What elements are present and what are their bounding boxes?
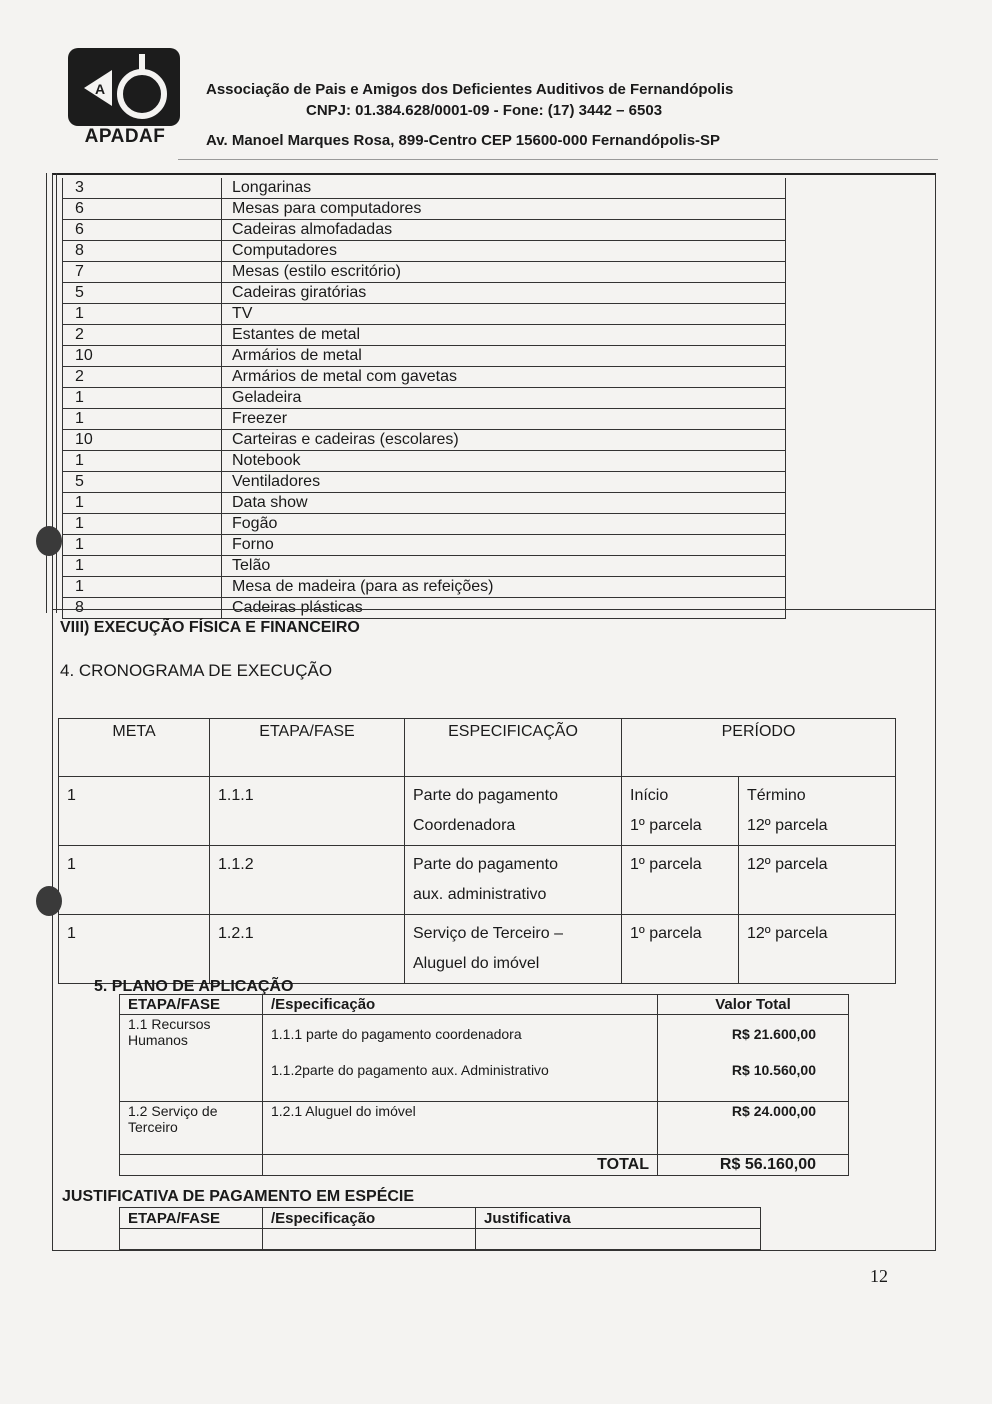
list-item [63,178,786,199]
item-quantity: 1 [63,493,222,514]
item-quantity: 7 [63,262,222,283]
item-quantity: 10 [63,346,222,367]
etapa-cell: 1.2 Serviço de Terceiro [120,1102,263,1155]
termino-label: Término [747,787,806,804]
item-quantity: 1 [63,451,222,472]
inicio-value: 1º parcela [630,817,702,834]
item-description: Cadeiras plásticas [222,598,786,619]
cronograma-title: 4. CRONOGRAMA DE EXECUÇÃO [60,661,333,680]
item-description: Computadores [222,241,786,262]
col-justificativa: Justificativa [476,1208,761,1229]
item-description: Cadeiras giratórias [222,283,786,304]
item-description: Carteiras e cadeiras (escolares) [222,430,786,451]
ear-emblem-icon [68,48,180,126]
list-item [63,493,786,514]
cronograma-table [58,718,896,984]
item-description: Forno [222,535,786,556]
item-quantity: 1 [63,514,222,535]
etapa-cell: 1.1.1 [210,777,405,846]
section-viii-title: VIII) EXECUÇÃO FÍSICA E FINANCEIRO [60,619,360,636]
inicio-cell: 1º parcela [622,915,739,984]
total-label: TOTAL [263,1155,658,1176]
item-description: Data show [222,493,786,514]
item-description: Ventiladores [222,472,786,493]
item-quantity: 8 [63,241,222,262]
empty-cell [476,1229,761,1250]
list-item [63,388,786,409]
col-meta: META [59,719,210,777]
espec-cell [405,846,622,915]
list-item [63,220,786,241]
list-item [63,451,786,472]
items-table [62,178,786,619]
item-description: Armários de metal [222,346,786,367]
item-description: Mesas para computadores [222,199,786,220]
meta-cell: 1 [59,846,210,915]
list-item [63,598,786,619]
total-row [120,1155,849,1176]
item-description: Mesa de madeira (para as refeições) [222,577,786,598]
table-row [120,1102,849,1155]
col-etapa: ETAPA/FASE [120,995,263,1015]
total-value: R$ 56.160,00 [658,1155,849,1176]
item-quantity: 2 [63,325,222,346]
item-quantity: 5 [63,472,222,493]
item-quantity: 8 [63,598,222,619]
item-quantity: 6 [63,220,222,241]
termino-cell: 12º parcela [739,915,896,984]
termino-cell [739,777,896,846]
espec-line: Serviço de Terceiro – [413,925,563,942]
espec-line: 1.1.1 parte do pagamento coordenadora [271,1026,522,1042]
item-description: Estantes de metal [222,325,786,346]
espec-line: Coordenadora [413,817,516,834]
item-description: Armários de metal com gavetas [222,367,786,388]
empty-cell [120,1229,263,1250]
col-etapa: ETAPA/FASE [120,1208,263,1229]
item-description: Fogão [222,514,786,535]
etapa-cell: 1.1 Recursos Humanos [120,1015,263,1102]
inicio-cell [622,777,739,846]
svg-text:A: A [95,81,106,97]
list-item [63,472,786,493]
list-item [63,283,786,304]
espec-cell: 1.2.1 Aluguel do imóvel [263,1102,658,1155]
valor-cell: R$ 24.000,00 [658,1102,849,1155]
punch-hole [36,886,62,916]
table-row [59,846,896,915]
inicio-label: Início [630,787,669,804]
item-description: Cadeiras almofadadas [222,220,786,241]
list-item [63,199,786,220]
espec-cell [263,1015,658,1102]
logo-text: APADAF [84,126,166,147]
punch-hole [36,526,62,556]
table-row [120,1015,849,1102]
cnpj-phone: CNPJ: 01.384.628/0001-09 - Fone: (17) 3442 – 6503 [306,102,663,119]
list-item [63,514,786,535]
col-valor-total: Valor Total [658,995,849,1015]
plano-table [119,994,849,1176]
item-quantity: 10 [63,430,222,451]
list-item [63,262,786,283]
item-quantity: 1 [63,535,222,556]
meta-cell: 1 [59,777,210,846]
espec-cell [405,915,622,984]
item-quantity: 1 [63,556,222,577]
address: Av. Manoel Marques Rosa, 899-Centro CEP 15600-000 Fernandópolis-SP [206,132,721,149]
justificativa-title: JUSTIFICATIVA DE PAGAMENTO EM ESPÉCIE [62,1188,415,1205]
item-quantity: 5 [63,283,222,304]
valor-line: R$ 10.560,00 [731,1062,816,1078]
apadaf-logo [68,48,182,148]
list-item [63,430,786,451]
org-name: Associação de Pais e Amigos dos Deficientes Auditivos de Fernandópolis [206,81,734,98]
list-item [63,304,786,325]
logo-emblem [68,48,180,126]
item-description: Longarinas [222,178,786,199]
item-quantity: 1 [63,409,222,430]
plano-title: 5. PLANO DE APLICAÇÃO [94,978,294,995]
meta-cell: 1 [59,915,210,984]
table-row [59,777,896,846]
espec-line: Parte do pagamento [413,787,558,804]
item-description: Notebook [222,451,786,472]
espec-line: 1.1.2parte do pagamento aux. Administrativo [271,1062,549,1078]
item-description: Telão [222,556,786,577]
valor-cell [658,1015,849,1102]
list-item [63,409,786,430]
item-description: Geladeira [222,388,786,409]
etapa-cell: 1.1.2 [210,846,405,915]
termino-value: 12º parcela [747,817,828,834]
item-quantity: 6 [63,199,222,220]
espec-line: Parte do pagamento [413,856,558,873]
item-quantity: 1 [63,388,222,409]
col-periodo: PERÍODO [622,719,896,777]
items-bottom-rule [52,609,936,610]
list-item [63,556,786,577]
termino-cell: 12º parcela [739,846,896,915]
item-quantity: 3 [63,178,222,199]
etapa-cell: 1.2.1 [210,915,405,984]
list-item [63,535,786,556]
espec-line: Aluguel do imóvel [413,955,540,972]
item-description: Freezer [222,409,786,430]
list-item [63,346,786,367]
item-description: Mesas (estilo escritório) [222,262,786,283]
item-quantity: 2 [63,367,222,388]
col-especificacao: /Especificação [263,995,658,1015]
item-quantity: 1 [63,577,222,598]
col-especificacao: ESPECIFICAÇÃO [405,719,622,777]
justificativa-table [119,1207,761,1250]
table-row [120,1229,761,1250]
empty-cell [263,1229,476,1250]
page-number: 12 [870,1266,888,1286]
list-item [63,367,786,388]
col-etapa: ETAPA/FASE [210,719,405,777]
empty-cell [120,1155,263,1176]
espec-line: aux. administrativo [413,886,547,903]
espec-cell [405,777,622,846]
inicio-cell: 1º parcela [622,846,739,915]
list-item [63,577,786,598]
valor-line: R$ 21.600,00 [731,1026,816,1042]
item-description: TV [222,304,786,325]
list-item [63,241,786,262]
header-rule [178,159,938,160]
col-especificacao: /Especificação [263,1208,476,1229]
table-row [59,915,896,984]
list-item [63,325,786,346]
item-quantity: 1 [63,304,222,325]
